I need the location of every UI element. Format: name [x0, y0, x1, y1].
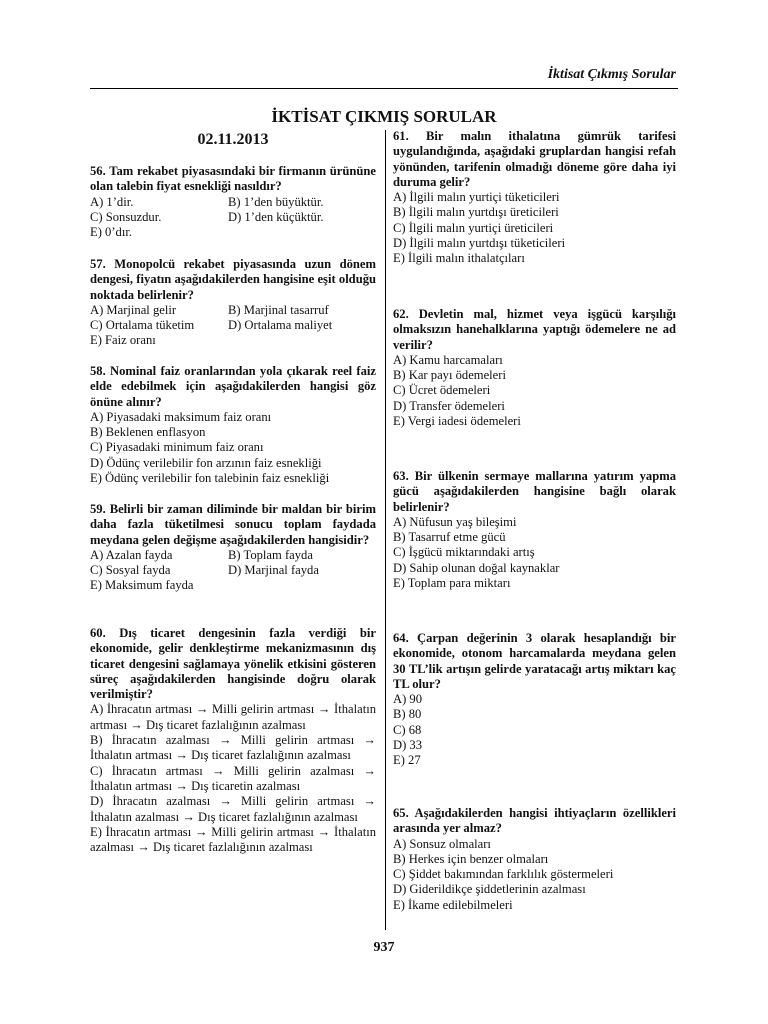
question-63: [393, 469, 676, 591]
option-a: A) İlgili malın yurtiçi tüketicileri: [393, 190, 560, 205]
option-d: D) Ortalama maliyet: [228, 318, 333, 333]
question-57: [90, 257, 376, 349]
question-stem: 59. Belirli bir zaman diliminde bir maldan bir birim daha fazla tüketilmesi sonucu toplam faydada meydana gelen değişme aşağıdakilerden hangisidir?: [90, 502, 376, 547]
option-c: C) 68: [393, 722, 422, 737]
option-e: E) İhracatın artması → Milli gelirin artması → İthalatın azalması → Dış ticaret fazlalığının azalması: [90, 824, 376, 855]
question-stem: 56. Tam rekabet piyasasındaki bir firmanın ürününe olan talebin fiyat esnekliği nasıldır?: [90, 164, 376, 194]
option-b: B) Kar payı ödemeleri: [393, 368, 506, 383]
question-59: [90, 502, 376, 594]
option-a: A) Kamu harcamaları: [393, 352, 503, 367]
option-d: D) 1’den küçüktür.: [228, 209, 324, 224]
option-c: C) İşgücü miktarındaki artış: [393, 545, 535, 560]
option-a: A) Azalan fayda: [90, 547, 173, 562]
option-d: D) Sahip olunan doğal kaynaklar: [393, 560, 560, 575]
option-b: B) 1’den büyüktür.: [228, 194, 324, 209]
question-stem: 62. Devletin mal, hizmet veya işgücü karşılığı olmaksızın hanehalklarına yaptığı ödemelere ne ad verilir?: [393, 307, 676, 352]
question-stem: 60. Dış ticaret dengesinin fazla verdiği bir ekonomide, gelir denkleştirme mekanizmasının dış ticaret dengesini sağlamaya yönelik etkisini gösteren süreç aşağıdakilerden hangisinde doğru olarak verilmiştir?: [90, 626, 376, 702]
option-d: D) Giderildikçe şiddetlerinin azalması: [393, 882, 586, 897]
option-e: E) Faiz oranı: [90, 333, 156, 348]
exam-date: 02.11.2013: [197, 131, 269, 148]
running-header: İktisat Çıkmış Sorular: [547, 67, 676, 82]
option-c: C) Ücret ödemeleri: [393, 383, 491, 398]
option-grid: [90, 548, 376, 594]
option-c: C) Sosyal fayda: [90, 563, 171, 578]
option-c: C) Piyasadaki minimum faiz oranı: [90, 440, 264, 455]
option-a: A) 1’dir.: [90, 194, 134, 209]
option-a: A) Nüfusun yaş bileşimi: [393, 514, 517, 529]
question-58: [90, 364, 376, 486]
option-d: D) İhracatın azalması → Milli gelirin artması → İthalatın azalması → Dış ticaret fazlalığının azalması: [90, 794, 376, 824]
question-65: [393, 806, 676, 913]
question-stem: 65. Aşağıdakilerden hangisi ihtiyaçların özellikleri arasında yer almaz?: [393, 806, 676, 836]
page-title: İKTİSAT ÇIKMIŞ SORULAR: [271, 107, 497, 126]
option-a: A) İhracatın artması → Milli gelirin artması → İthalatın artması → Dış ticaret fazlalığının azalması: [90, 702, 376, 732]
option-a: A) 90: [393, 692, 423, 707]
option-a: A) Marjinal gelir: [90, 302, 177, 317]
option-c: C) İlgili malın yurtiçi üreticileri: [393, 220, 554, 235]
option-e: E) 0’dır.: [90, 225, 132, 240]
option-e: E) Toplam para miktarı: [393, 576, 511, 591]
option-grid: [90, 303, 376, 349]
option-d: D) Ödünç verilebilir fon arzının faiz esnekliği: [90, 455, 322, 470]
option-e: E) Ödünç verilebilir fon talebinin faiz esnekliği: [90, 471, 330, 486]
option-c: C) Sonsuzdur.: [90, 209, 162, 224]
option-d: D) Transfer ödemeleri: [393, 398, 505, 413]
option-b: B) Tasarruf etme gücü: [393, 530, 506, 545]
question-61: [393, 129, 676, 267]
question-62: [393, 307, 676, 429]
option-e: E) Maksimum fayda: [90, 578, 194, 593]
option-grid: [90, 195, 376, 241]
option-c: C) Ortalama tüketim: [90, 318, 195, 333]
question-64: [393, 631, 676, 769]
question-60: [90, 626, 376, 855]
option-b: B) Herkes için benzer olmaları: [393, 851, 549, 866]
option-c: C) İhracatın artması → Milli gelirin azalması → İthalatın artması → Dış ticaretin azalması: [90, 763, 376, 793]
option-d: D) 33: [393, 738, 423, 753]
question-stem: 58. Nominal faiz oranlarından yola çıkarak reel faiz elde edebilmek için aşağıdakilerden hangisi göz önüne alınır?: [90, 364, 376, 409]
option-d: D) Marjinal fayda: [228, 563, 319, 578]
option-b: B) Beklenen enflasyon: [90, 425, 206, 440]
option-d: D) İlgili malın yurtdışı tüketicileri: [393, 236, 566, 251]
question-56: [90, 164, 376, 240]
option-e: E) Vergi iadesi ödemeleri: [393, 414, 521, 429]
question-stem: 61. Bir malın ithalatına gümrük tarifesi uygulandığında, aşağıdaki gruplardan hangisi refah yönünden, tarifenin olmadığı döneme göre daha iyi duruma gelir?: [393, 129, 676, 189]
page-number: 937: [373, 940, 395, 955]
option-e: E) 27: [393, 753, 421, 768]
question-stem: 57. Monopolcü rekabet piyasasında uzun dönem dengesi, fiyatın aşağıdakilerden hangisine eşit olduğu noktada belirlenir?: [90, 257, 376, 302]
question-stem: 64. Çarpan değerinin 3 olarak hesaplandığı bir ekonomide, otonom harcamalarda meydana gelen 30 TL’lik artışın gelirde yaratacağı artış miktarı kaç TL olur?: [393, 631, 676, 691]
option-b: B) Toplam fayda: [228, 547, 313, 562]
option-b: B) İhracatın azalması → Milli gelirin artması → İthalatın artması → Dış ticaret fazlalığının azalması: [90, 733, 376, 763]
option-b: B) 80: [393, 707, 422, 722]
option-c: C) Şiddet bakımından farklılık göstermeleri: [393, 867, 614, 882]
question-stem: 63. Bir ülkenin sermaye mallarına yatırım yapma gücü aşağıdakilerden hangisine bağlı olarak belirlenir?: [393, 469, 676, 514]
option-e: E) İkame edilebilmeleri: [393, 897, 513, 912]
option-b: B) İlgili malın yurtdışı üreticileri: [393, 205, 559, 220]
option-a: A) Piyasadaki maksimum faiz oranı: [90, 409, 272, 424]
header-rule: [90, 88, 678, 89]
option-e: E) İlgili malın ithalatçıları: [393, 251, 525, 266]
option-a: A) Sonsuz olmaları: [393, 836, 491, 851]
column-divider: [385, 130, 386, 930]
option-b: B) Marjinal tasarruf: [228, 302, 329, 317]
